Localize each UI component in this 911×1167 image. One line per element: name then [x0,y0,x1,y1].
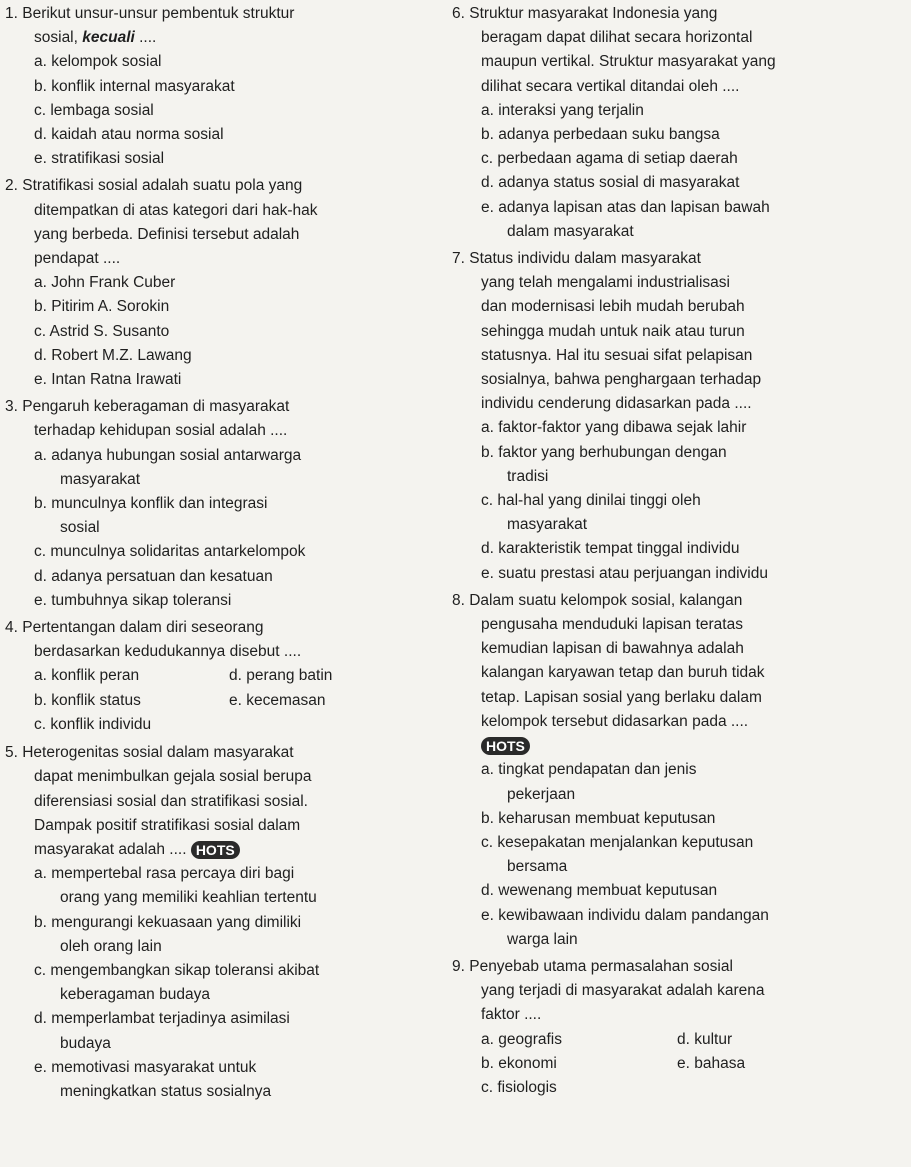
q5-option-d-line: budaya [60,1034,111,1052]
q2-option-c[interactable]: c. Astrid S. Susanto [34,322,170,340]
q1-emphasis: kecuali [82,29,135,47]
q9-option-row [452,1052,907,1076]
q9-option-row [452,1028,907,1052]
q4-option-row [5,664,440,688]
q5-option-d[interactable] [5,1007,440,1055]
q8-option-c[interactable] [452,831,907,879]
q7-stem-line: sehingga mudah untuk naik atau turun [481,322,745,340]
q8-option-d[interactable]: d. wewenang membuat keputusan [481,882,718,900]
q9-option-b[interactable]: b. ekonomi [481,1054,557,1072]
q4-option-d[interactable]: d. perang batin [229,667,333,685]
q1-option-a[interactable]: a. kelompok sosial [34,53,162,71]
q4-option-a[interactable]: a. konflik peran [34,667,140,685]
q1-option-c[interactable]: c. lembaga sosial [34,101,154,119]
q8-stem-line: 8. Dalam suatu kelompok sosial, kalangan [452,591,743,609]
q7-option-b-line: tradisi [507,467,549,485]
q3-option-e[interactable]: e. tumbuhnya sikap toleransi [34,591,232,609]
q8-option-e-line: e. kewibawaan individu dalam pandangan [481,906,769,924]
q8-stem-line: kemudian lapisan di bawahnya adalah [481,640,744,658]
q7-stem-line: sosialnya, bahwa penghargaan terhadap [481,371,762,389]
question-9 [452,955,907,1100]
question-6 [452,2,907,244]
q5-option-b-line: oleh orang lain [60,937,162,955]
q5-stem-line: dapat menimbulkan gejala sosial berupa [34,768,312,786]
q7-option-c-line: c. hal-hal yang dinilai tinggi oleh [481,492,701,510]
q1-stem-line: 1. Berikut unsur-unsur pembentuk struktur [5,5,295,22]
question-1 [5,2,440,171]
q5-stem-line [5,838,440,862]
q5-option-a-line: orang yang memiliki keahlian tertentu [60,889,317,907]
q6-option-e-line: e. adanya lapisan atas dan lapisan bawah [481,198,770,216]
q8-option-a-line: pekerjaan [507,785,576,803]
q9-stem-line: yang terjadi di masyarakat adalah karena [481,982,765,1000]
q5-stem-text: masyarakat adalah .... [34,840,187,858]
q9-option-a[interactable]: a. geografis [481,1030,562,1048]
q8-stem-line: kalangan karyawan tetap dan buruh tidak [481,664,765,682]
q3-option-b-line: sosial [60,519,100,537]
q7-option-e[interactable]: e. suatu prestasi atau perjuangan individu [481,564,768,582]
q8-option-e-line: warga lain [507,930,578,948]
q9-option-row [452,1076,907,1100]
q4-stem-line: 4. Pertentangan dalam diri seseorang [5,619,264,637]
q6-stem-line: beragam dapat dilihat secara horizontal [481,29,753,47]
q5-option-e-line: e. memotivasi masyarakat untuk [34,1058,257,1076]
q3-option-a-line: a. adanya hubungan sosial antarwarga [34,446,302,464]
q1-option-d[interactable]: d. kaidah atau norma sosial [34,126,224,144]
q6-option-a[interactable]: a. interaksi yang terjalin [481,101,644,119]
q2-stem-line: 2. Stratifikasi sosial adalah suatu pola yang [5,177,303,195]
question-3 [5,395,440,613]
q4-option-c[interactable]: c. konflik individu [34,715,152,733]
hots-badge: HOTS [191,841,240,859]
q5-option-c[interactable] [5,959,440,1007]
q6-option-e[interactable] [452,196,907,244]
left-column [5,2,440,1104]
q1-option-b[interactable]: b. konflik internal masyarakat [34,77,235,95]
q5-option-e-line: meningkatkan status sosialnya [60,1082,272,1100]
q8-stem-line: tetap. Lapisan sosial yang berlaku dalam [481,688,762,706]
q8-option-b[interactable]: b. keharusan membuat keputusan [481,809,716,827]
q5-stem-line: diferensiasi sosial dan stratifikasi sosial. [34,792,308,810]
q7-option-b-line: b. faktor yang berhubungan dengan [481,443,727,461]
q6-option-e-line: dalam masyarakat [507,222,634,240]
q5-option-d-line: d. memperlambat terjadinya asimilasi [34,1010,290,1028]
q7-option-b[interactable] [452,441,907,489]
q5-stem-line: 5. Heterogenitas sosial dalam masyarakat [5,744,294,762]
q5-option-c-line: c. mengembangkan sikap toleransi akibat [34,961,320,979]
q7-option-c[interactable] [452,489,907,537]
q1-stem-text: .... [134,29,157,47]
q1-stem-text: sosial, [34,29,83,47]
q7-stem-line: yang telah mengalami industrialisasi [481,274,730,292]
q9-option-d[interactable]: d. kultur [677,1030,733,1048]
q3-option-a-line: masyarakat [60,470,141,488]
q4-stem-line: berdasarkan kedudukannya disebut .... [34,643,302,661]
question-2 [5,174,440,392]
q6-stem-line: maupun vertikal. Struktur masyarakat yang [481,53,776,71]
q6-option-b[interactable]: b. adanya perbedaan suku bangsa [481,126,720,144]
q8-option-c-line: c. kesepakatan menjalankan keputusan [481,833,754,851]
q3-option-b[interactable] [5,492,440,540]
q8-option-a-line: a. tingkat pendapatan dan jenis [481,761,697,779]
q2-option-b[interactable]: b. Pitirim A. Sorokin [34,298,170,316]
q6-option-c[interactable]: c. perbedaan agama di setiap daerah [481,150,738,168]
right-column [452,2,907,1100]
q4-option-e[interactable]: e. kecemasan [229,691,326,709]
q3-stem-line: terhadap kehidupan sosial adalah .... [34,422,288,440]
q3-option-d[interactable]: d. adanya persatuan dan kesatuan [34,567,273,585]
q7-option-c-line: masyarakat [507,516,588,534]
q5-option-a-line: a. mempertebal rasa percaya diri bagi [34,865,295,883]
q9-stem-line: 9. Penyebab utama permasalahan sosial [452,957,733,975]
q5-option-b[interactable] [5,911,440,959]
q9-option-e[interactable]: e. bahasa [677,1054,746,1072]
q2-option-d[interactable]: d. Robert M.Z. Lawang [34,346,192,364]
q5-option-a[interactable] [5,862,440,910]
q7-stem-line: 7. Status individu dalam masyarakat [452,250,701,268]
q5-option-e[interactable] [5,1056,440,1104]
q2-stem-line: yang berbeda. Definisi tersebut adalah [34,225,300,243]
q9-stem-line: faktor .... [481,1006,542,1024]
q7-option-a[interactable]: a. faktor-faktor yang dibawa sejak lahir [481,419,747,437]
question-7 [452,247,907,586]
q5-stem-line: Dampak positif stratifikasi sosial dalam [34,816,301,834]
q2-stem-line: pendapat .... [34,250,121,268]
q3-stem-line: 3. Pengaruh keberagaman di masyarakat [5,398,290,416]
q7-option-d[interactable]: d. karakteristik tempat tinggal individu [481,540,740,558]
hots-badge: HOTS [481,737,530,755]
q8-stem-line: kelompok tersebut didasarkan pada .... [481,712,749,730]
q8-option-a[interactable] [452,758,907,806]
question-4 [5,616,440,737]
q7-stem-line: dan modernisasi lebih mudah berubah [481,298,745,316]
q3-option-c[interactable]: c. munculnya solidaritas antarkelompok [34,543,306,561]
question-8 [452,589,907,952]
q6-stem-line: 6. Struktur masyarakat Indonesia yang [452,5,718,22]
q1-stem-line [5,26,440,50]
q2-option-e[interactable]: e. Intan Ratna Irawati [34,371,182,389]
q9-option-c[interactable]: c. fisiologis [481,1078,557,1096]
q7-stem-line: individu cenderung didasarkan pada .... [481,395,752,413]
q7-stem-line: statusnya. Hal itu sesuai sifat pelapisan [481,346,753,364]
question-5 [5,741,440,1104]
q8-option-c-line: bersama [507,858,568,876]
q6-option-d[interactable]: d. adanya status sosial di masyarakat [481,174,740,192]
q2-stem-line: ditempatkan di atas kategori dari hak-hak [34,201,318,219]
q4-option-b[interactable]: b. konflik status [34,691,141,709]
q1-option-e[interactable]: e. stratifikasi sosial [34,150,165,168]
q6-stem-line: dilihat secara vertikal ditandai oleh .... [481,77,740,95]
q8-stem-line: pengusaha menduduki lapisan teratas [481,616,743,634]
q5-option-c-line: keberagaman budaya [60,986,210,1004]
q3-option-a[interactable] [5,444,440,492]
q3-option-b-line: b. munculnya konflik dan integrasi [34,495,268,513]
q4-option-row [5,689,440,713]
q8-option-e[interactable] [452,904,907,952]
q2-option-a[interactable]: a. John Frank Cuber [34,274,176,292]
q5-option-b-line: b. mengurangi kekuasaan yang dimiliki [34,913,302,931]
q4-option-row [5,713,440,737]
